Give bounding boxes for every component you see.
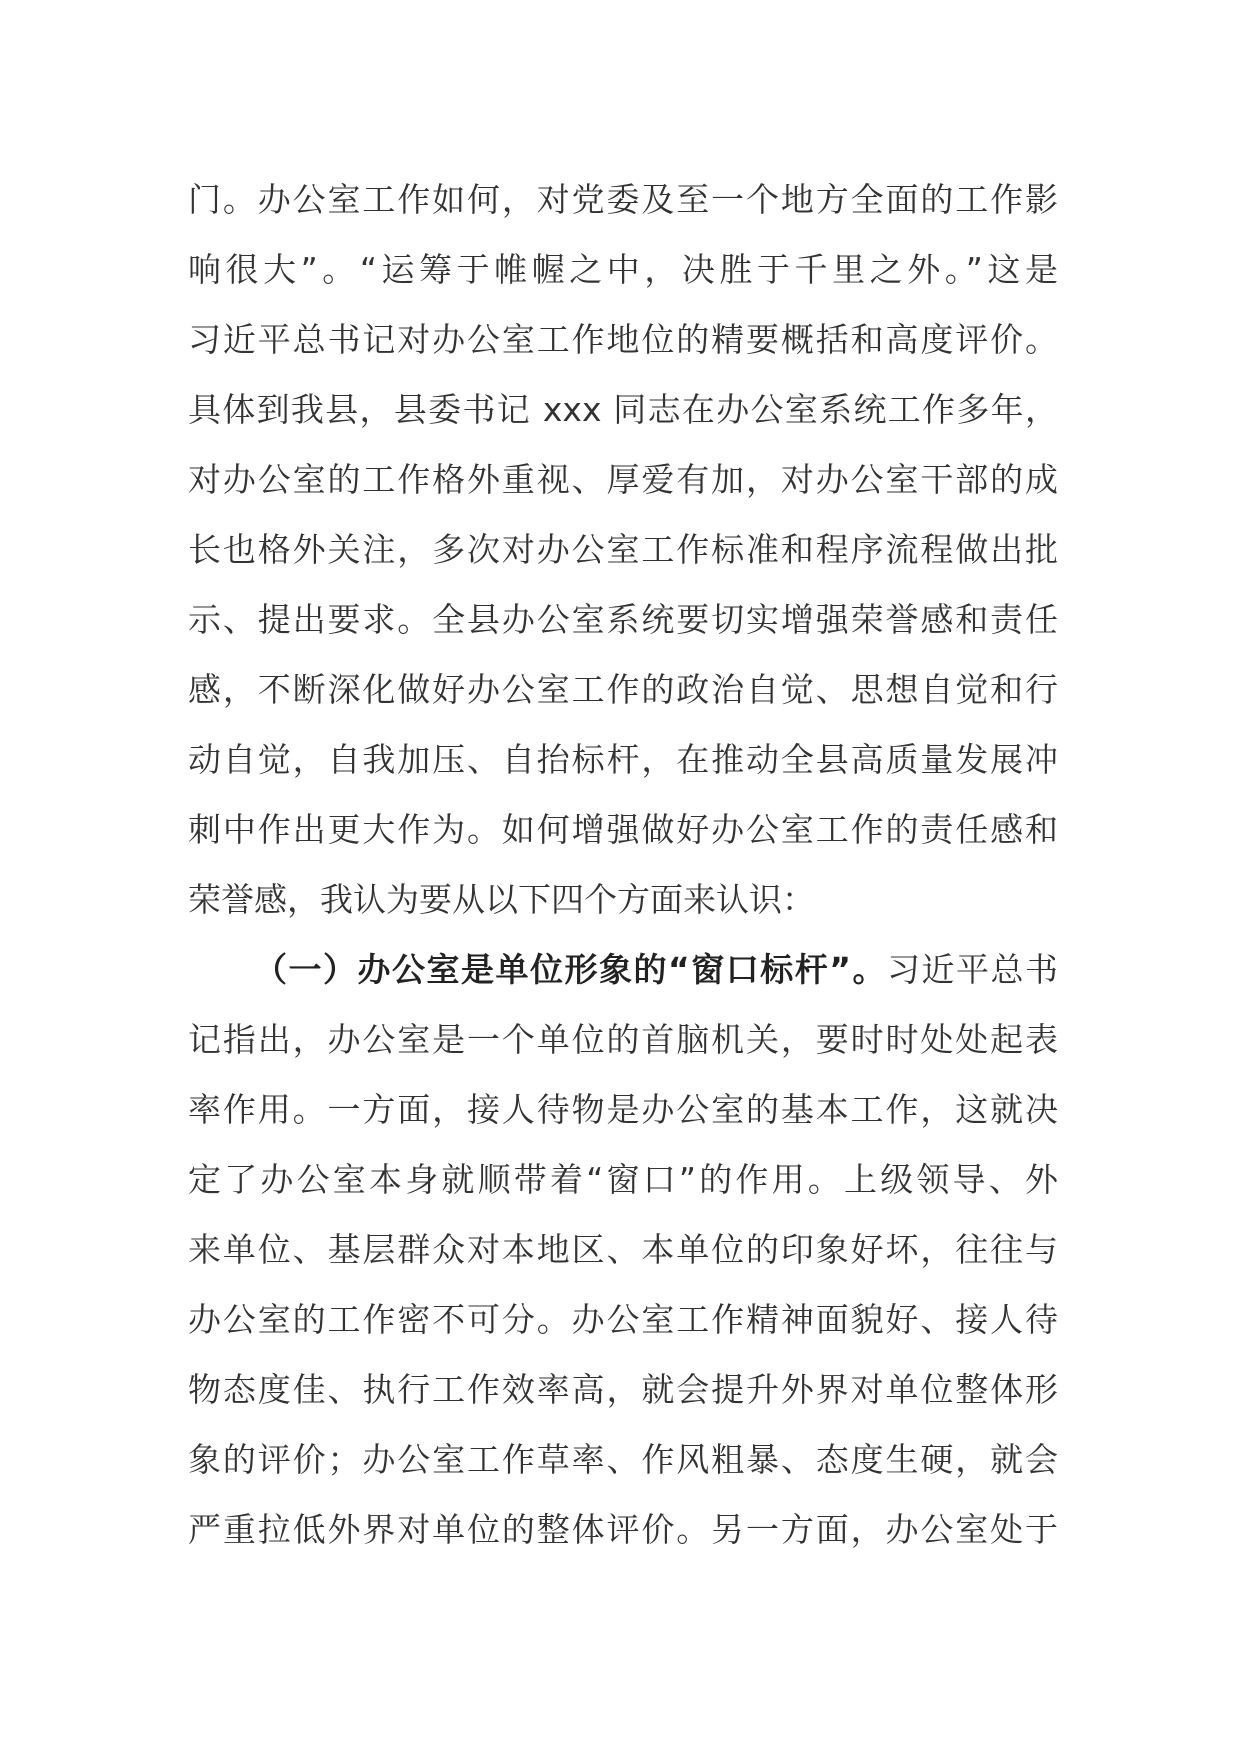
paragraph-line: 习近平总书记对办公室工作地位的精要概括和高度评价。 xyxy=(188,320,1058,359)
paragraph-line: 象的评价；办公室工作草率、作风粗暴、态度生硬，就会 xyxy=(188,1440,1058,1479)
paragraph-line: 率作用。一方面，接人待物是办公室的基本工作，这就决 xyxy=(188,1090,1058,1129)
paragraph-line: 办公室的工作密不可分。办公室工作精神面貌好、接人待 xyxy=(188,1300,1058,1339)
paragraph-1 xyxy=(188,165,1058,935)
paragraph-line: 来单位、基层群众对本地区、本单位的印象好坏，往往与 xyxy=(188,1230,1058,1269)
paragraph-line: 具体到我县，县委书记 xxx 同志在办公室系统工作多年， xyxy=(188,390,1058,429)
paragraph-line: 长也格外关注，多次对办公室工作标准和程序流程做出批 xyxy=(188,530,1058,569)
paragraph-line: 记指出，办公室是一个单位的首脑机关，要时时处处起表 xyxy=(188,1020,1058,1059)
paragraph-line: 感，不断深化做好办公室工作的政治自觉、思想自觉和行 xyxy=(188,670,1058,709)
section-heading: （一）办公室是单位形象的“窗口标杆”。 xyxy=(254,950,887,989)
paragraph-line-rest: 习近平总书 xyxy=(886,950,1058,989)
paragraph-line: 定了办公室本身就顺带着“窗口”的作用。上级领导、外 xyxy=(188,1160,1058,1199)
paragraph-line: 对办公室的工作格外重视、厚爱有加，对办公室干部的成 xyxy=(188,460,1058,499)
body-text xyxy=(188,165,1058,1565)
paragraph-first-line xyxy=(188,935,1058,1005)
paragraph-line: 荣誉感，我认为要从以下四个方面来认识： xyxy=(188,880,815,919)
paragraph-line: 刺中作出更大作为。如何增强做好办公室工作的责任感和 xyxy=(188,810,1058,849)
paragraph-line: 示、提出要求。全县办公室系统要切实增强荣誉感和责任 xyxy=(188,600,1058,639)
paragraph-line: 门。办公室工作如何，对党委及至一个地方全面的工作影 xyxy=(188,180,1058,219)
paragraph-line: 动自觉，自我加压、自抬标杆，在推动全县高质量发展冲 xyxy=(188,740,1058,779)
paragraph-line: 严重拉低外界对单位的整体评价。另一方面，办公室处于 xyxy=(188,1510,1058,1549)
paragraph-2 xyxy=(188,935,1058,1565)
paragraph-line: 物态度佳、执行工作效率高，就会提升外界对单位整体形 xyxy=(188,1370,1058,1409)
paragraph-line: 响很大”。“运筹于帷幄之中，决胜于千里之外。”这是 xyxy=(188,250,1058,289)
